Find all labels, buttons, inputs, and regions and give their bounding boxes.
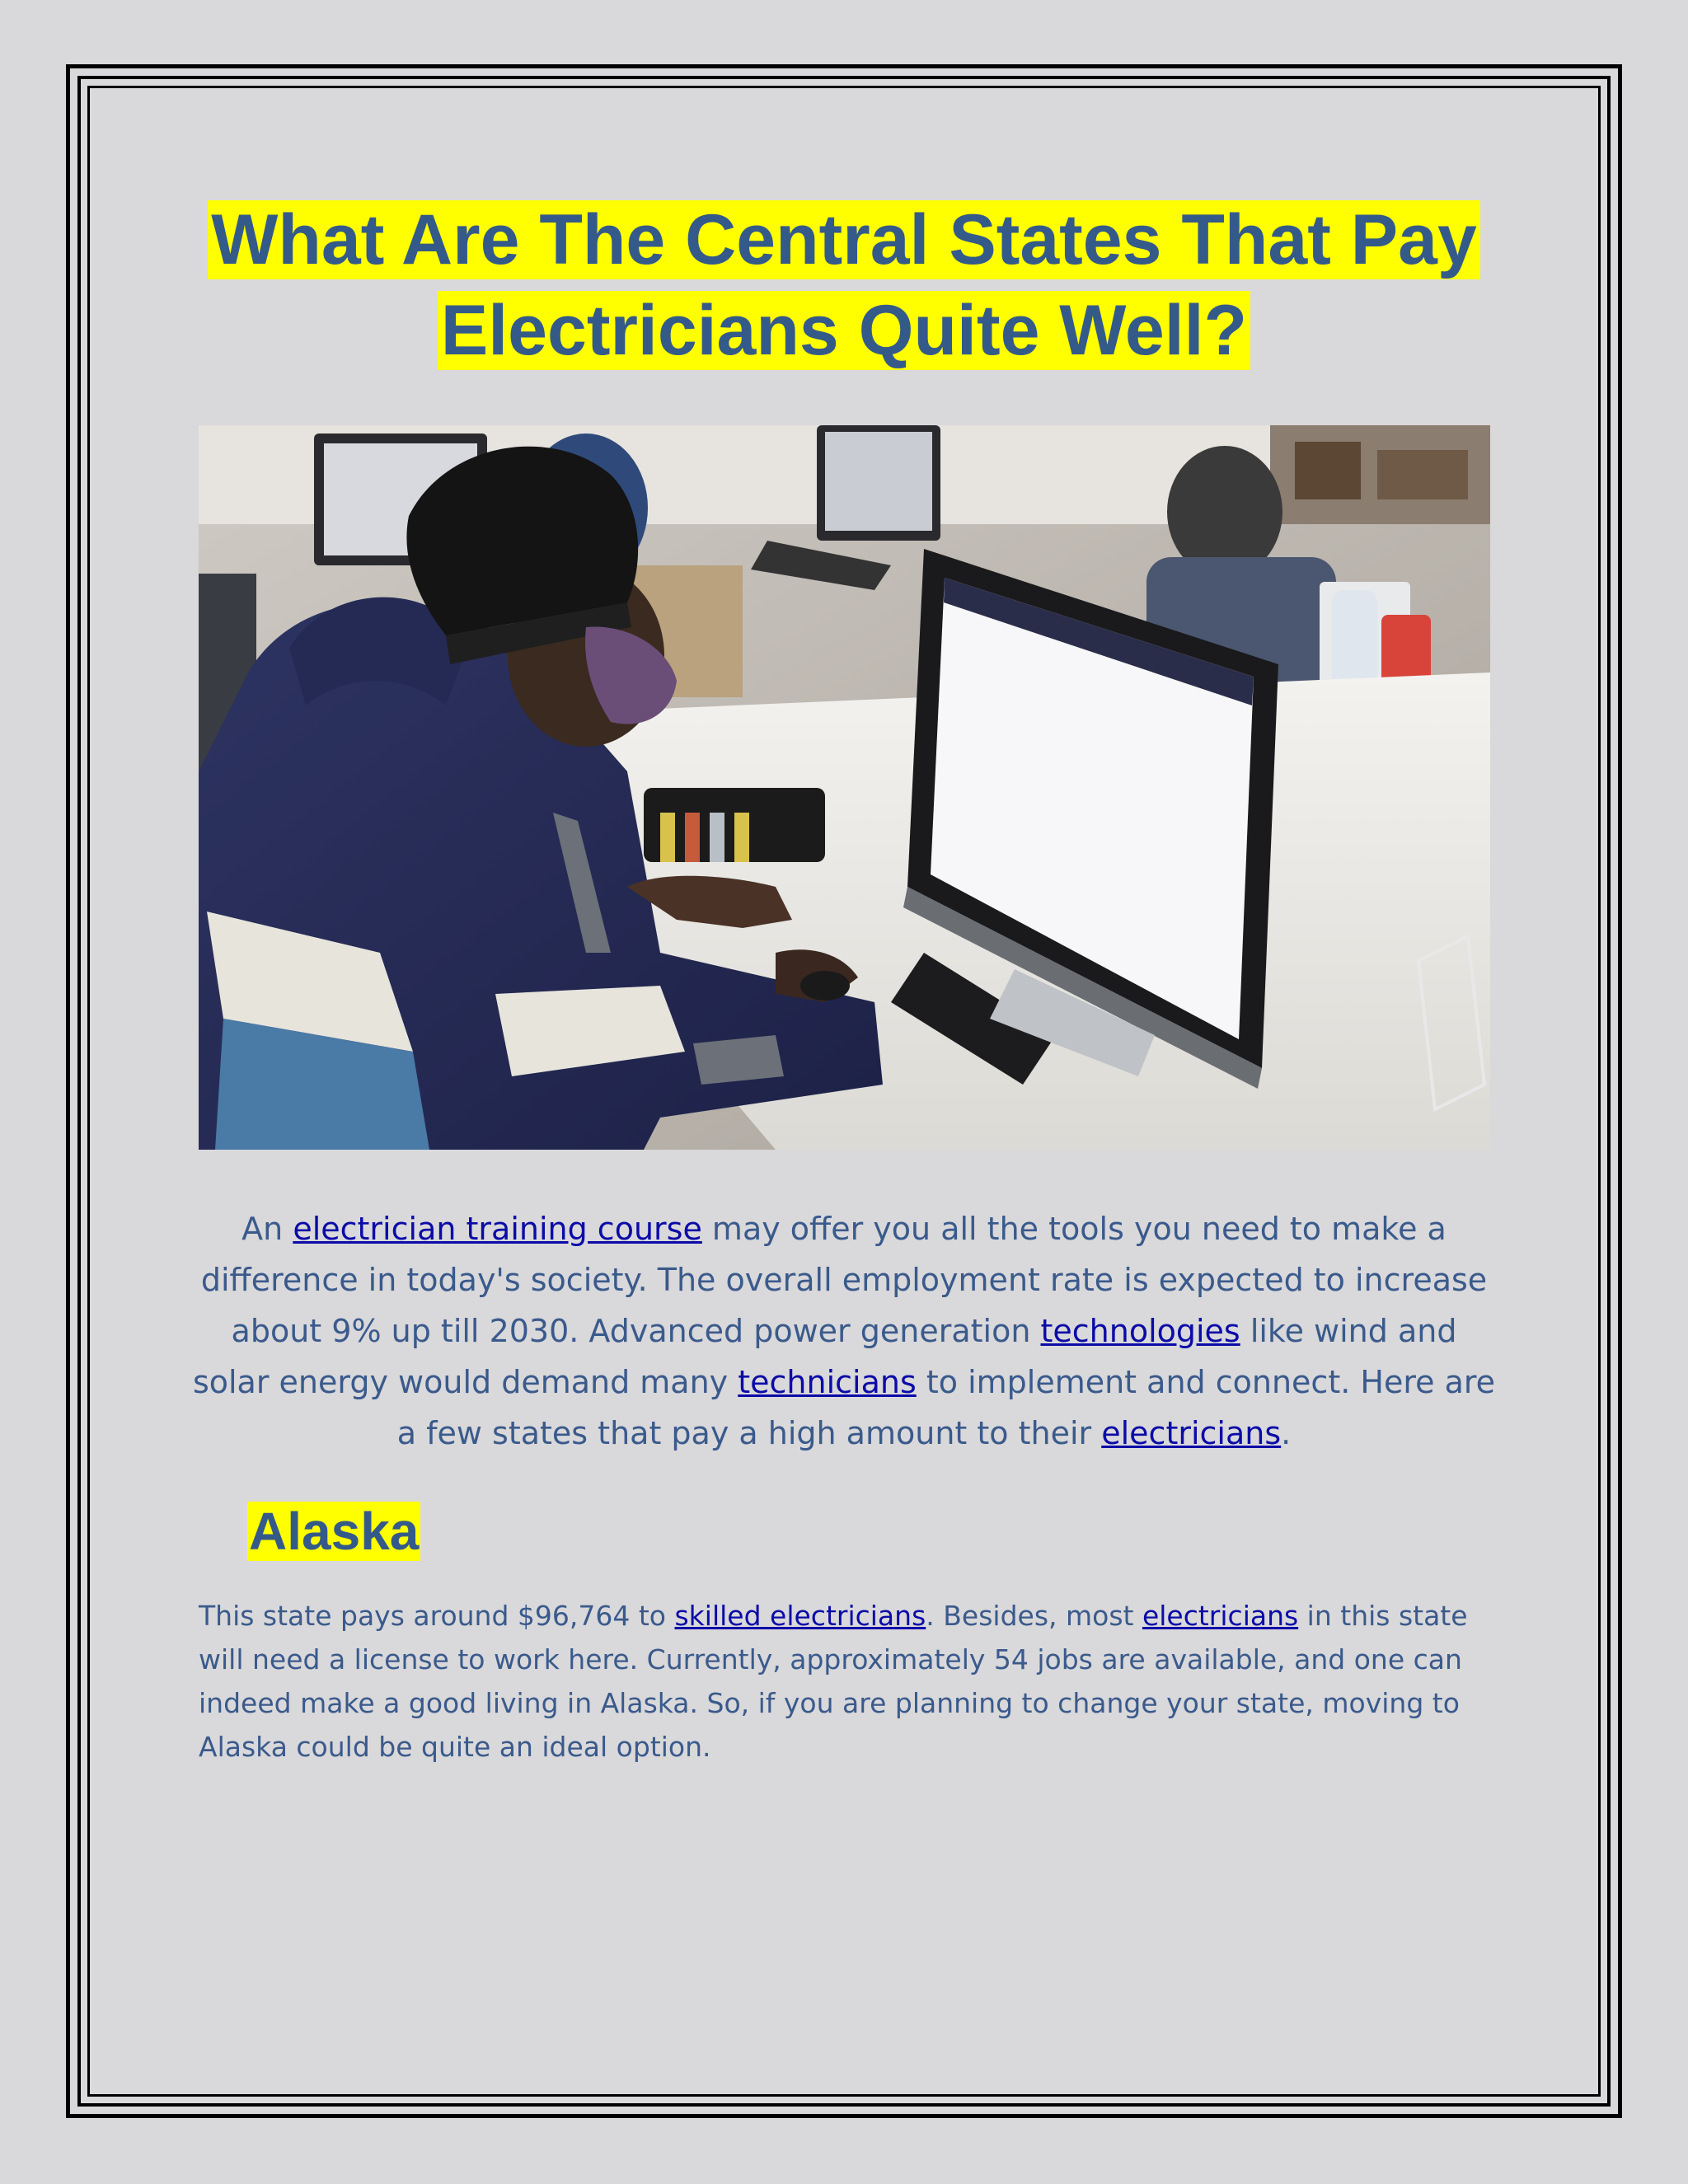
alaska-text-1: This state pays around $96,764 to xyxy=(199,1600,675,1632)
link-technicians[interactable]: technicians xyxy=(738,1364,917,1400)
section-heading-text: Alaska xyxy=(249,1502,420,1561)
page-title xyxy=(132,194,1556,376)
link-electricians-alaska[interactable]: electricians xyxy=(1142,1600,1299,1632)
link-skilled-electricians[interactable]: skilled electricians xyxy=(674,1600,926,1632)
link-technologies[interactable]: technologies xyxy=(1040,1313,1240,1349)
intro-paragraph xyxy=(191,1203,1497,1459)
title-line-2: Electricians Quite Well? xyxy=(438,291,1250,370)
alaska-text-2: . Besides, most xyxy=(926,1600,1142,1632)
link-electricians-intro[interactable]: electricians xyxy=(1101,1415,1282,1451)
intro-text-5: . xyxy=(1281,1415,1292,1451)
link-electrician-training-course[interactable]: electrician training course xyxy=(293,1211,702,1247)
article-photo xyxy=(199,425,1490,1150)
alaska-paragraph xyxy=(199,1594,1498,1769)
intro-text-1: An xyxy=(241,1211,293,1247)
alaska-text-3: in this state will need a license to work here. Currently, approximately 54 jobs are available, and one can indeed make a good living in Alaska. So, if you are planning to change your state, moving to Alaska could be quite an ideal option. xyxy=(199,1600,1468,1763)
title-line-1: What Are The Central States That Pay xyxy=(208,200,1480,279)
intro-text-3: like wind and solar energy would demand many xyxy=(192,1313,1457,1400)
intro-text-2: may offer you all the tools you need to make a difference in today's society. The overall employment rate is expected to increase about 9% up till 2030. Advanced power generation xyxy=(200,1211,1488,1349)
classroom-photo-illustration xyxy=(199,425,1490,1150)
intro-text-4: to implement and connect. Here are a few states that pay a high amount to their xyxy=(396,1364,1496,1451)
section-heading-alaska xyxy=(247,1500,420,1563)
